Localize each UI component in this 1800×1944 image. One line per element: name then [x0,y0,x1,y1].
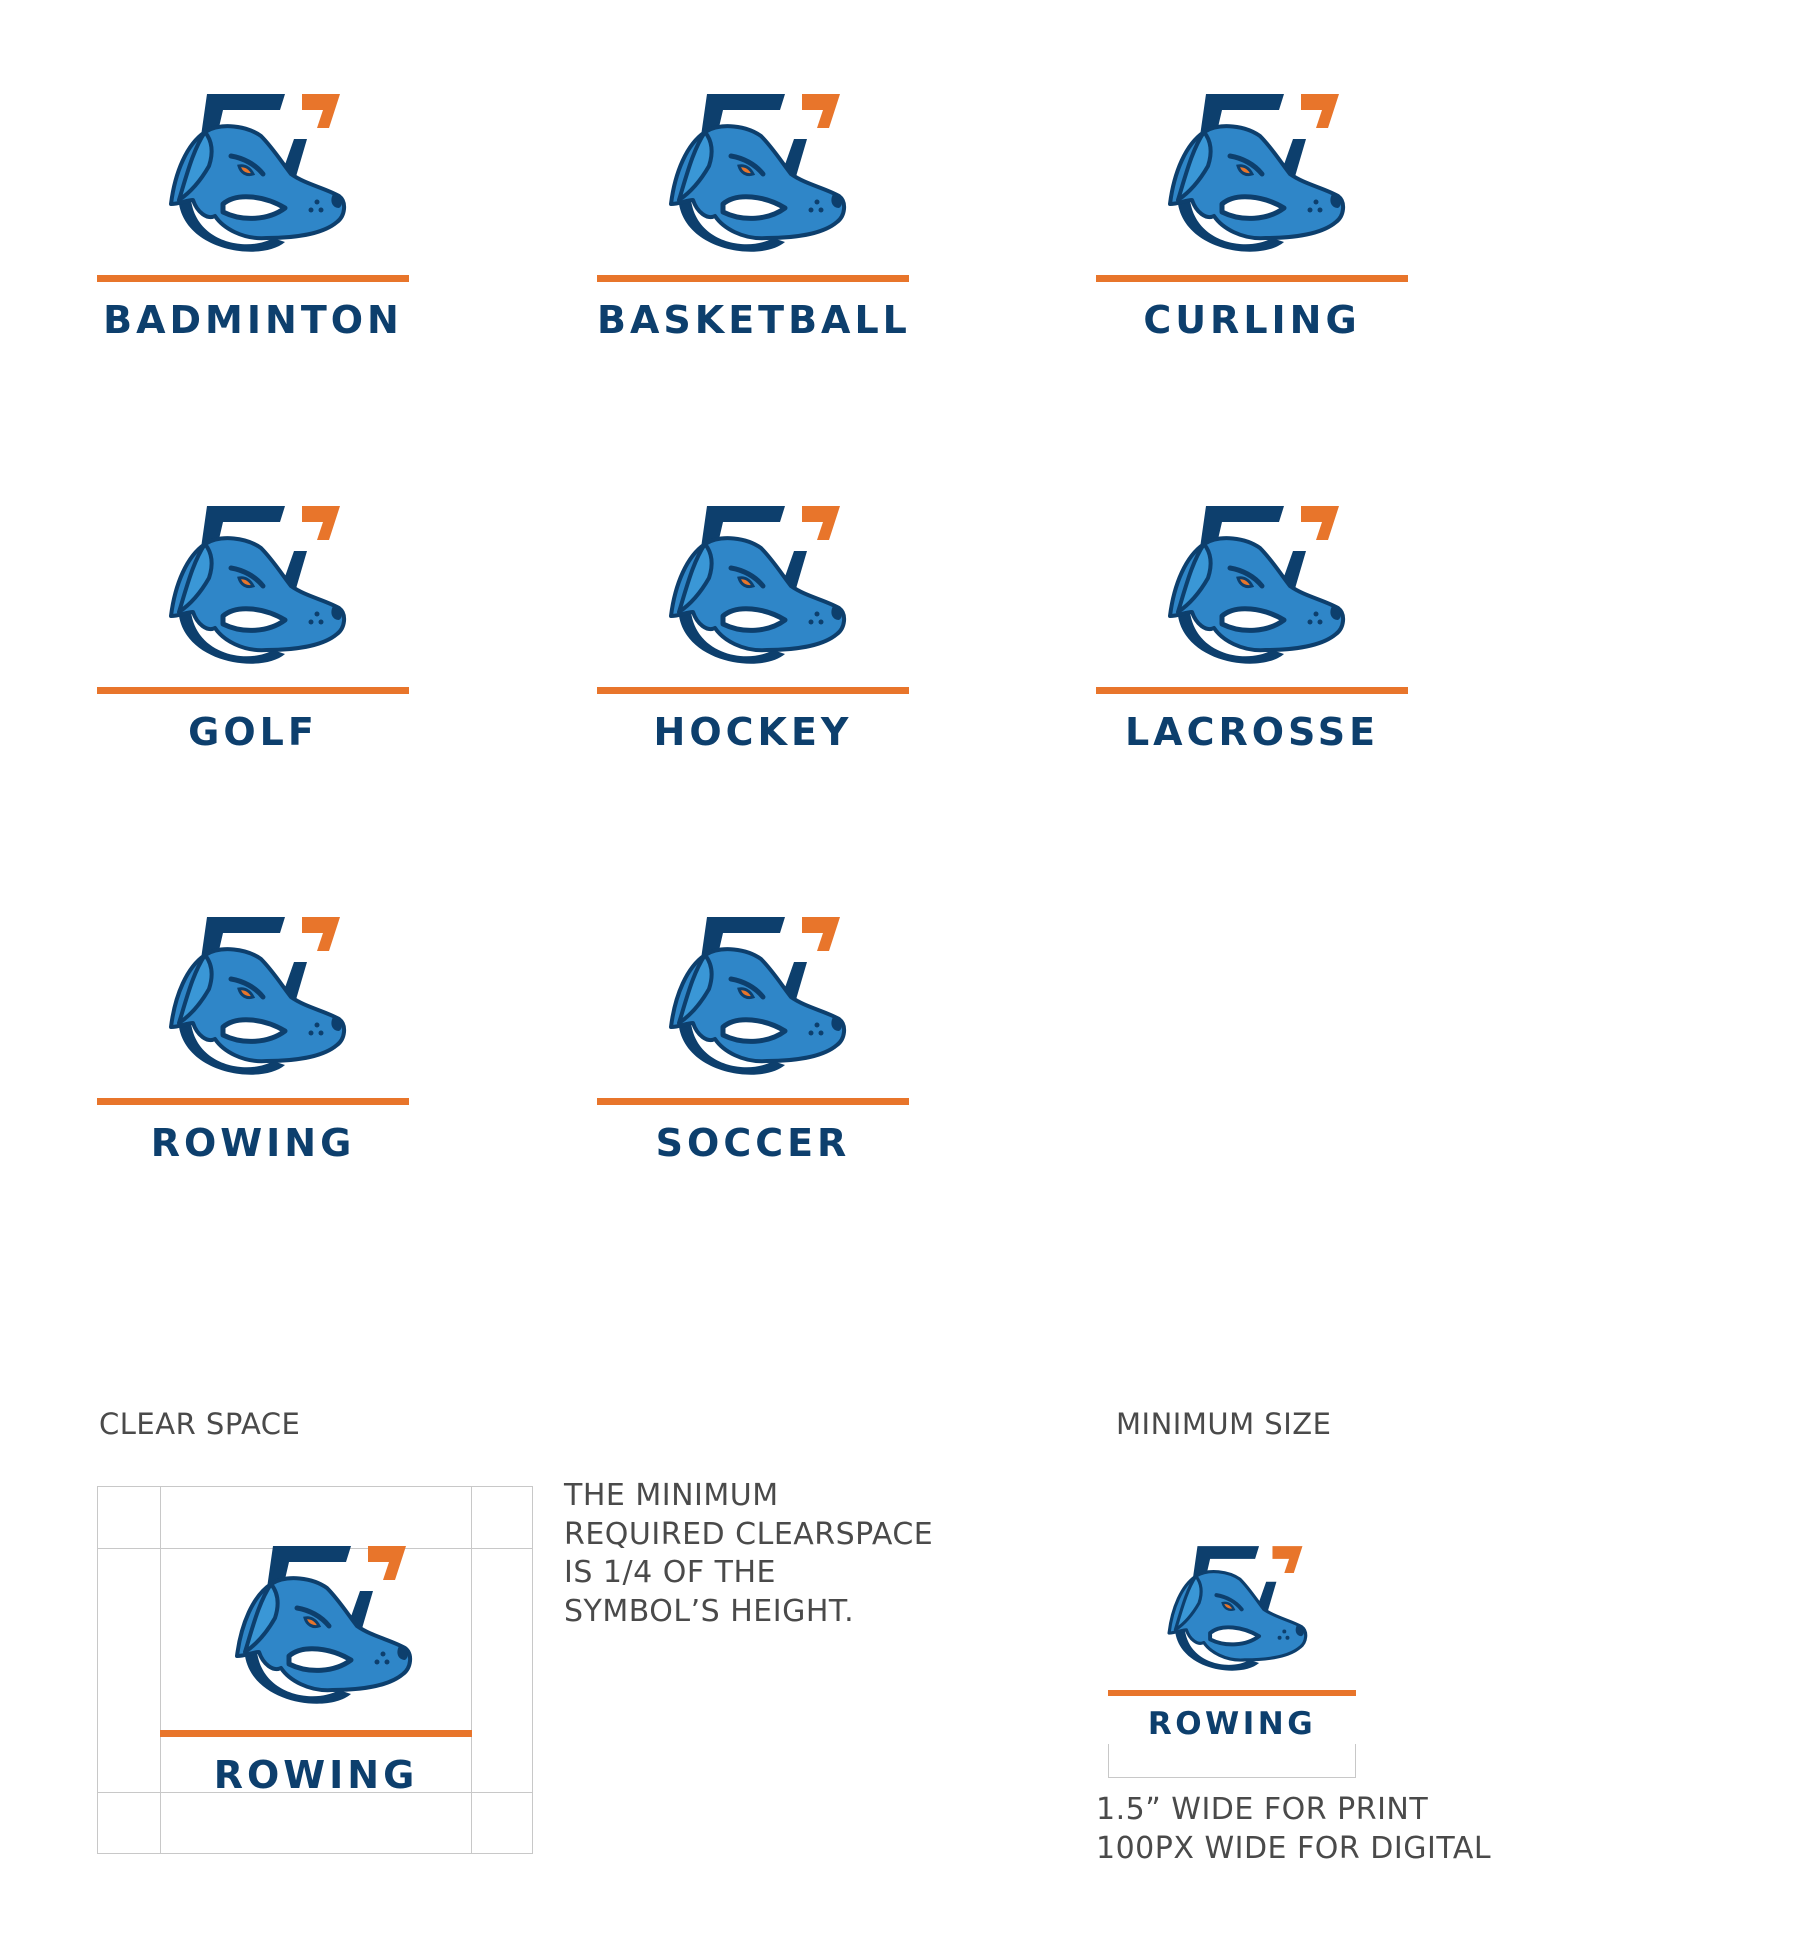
sport-badge-soccer [597,915,909,1175]
dog-head-logo-icon [222,1544,414,1716]
minimum-size-example-label: ROWING [1147,1706,1317,1742]
sport-badge-basketball [597,92,909,352]
sport-badge-badminton [97,92,409,352]
dog-head-logo-icon [157,92,347,264]
orange-rule [1108,1690,1356,1696]
clear-space-description [564,1477,933,1631]
sport-badge-hockey [597,504,909,764]
dog-head-logo-icon [1156,504,1346,676]
minimum-size-title: MINIMUM SIZE [1116,1407,1332,1441]
dog-head-logo-icon [157,915,347,1087]
description-line: SYMBOL’S HEIGHT. [564,1593,855,1629]
sport-badge-rowing [97,915,409,1175]
sport-label: CURLING [1143,298,1361,342]
clear-space-guide [471,1486,472,1854]
dog-head-logo-icon [157,504,347,676]
orange-rule [97,687,409,694]
orange-rule [97,275,409,282]
minimum-width-bracket [1108,1744,1356,1778]
dog-head-logo-icon [657,504,847,676]
print-size-note: 1.5” WIDE FOR PRINT [1096,1792,1429,1827]
digital-size-note: 100PX WIDE FOR DIGITAL [1096,1830,1492,1866]
orange-rule [1096,687,1408,694]
dog-head-logo-icon [657,92,847,264]
description-line: THE MINIMUM [564,1478,779,1513]
orange-rule [597,275,909,282]
orange-rule [597,1098,909,1105]
clear-space-example-label: ROWING [213,1753,419,1797]
sport-badge-curling [1096,92,1408,352]
orange-rule [160,1730,472,1737]
clear-space-title: CLEAR SPACE [99,1407,301,1441]
sport-label: BADMINTON [103,298,403,342]
dog-head-logo-icon [1156,92,1346,264]
orange-rule [1096,275,1408,282]
minimum-size-notes [1096,1791,1491,1868]
sport-label: HOCKEY [653,710,853,754]
orange-rule [97,1098,409,1105]
dog-head-logo-icon [657,915,847,1087]
sport-label: GOLF [188,710,318,754]
clear-space-guide [160,1486,161,1854]
orange-rule [597,687,909,694]
sport-label: BASKETBALL [597,298,911,342]
description-line: IS 1/4 OF THE [564,1555,776,1590]
dog-head-logo-icon [1158,1544,1308,1681]
sport-label: LACROSSE [1124,710,1380,754]
sport-badge-golf [97,504,409,764]
description-line: REQUIRED CLEARSPACE [564,1516,934,1552]
sport-label: SOCCER [655,1121,851,1165]
sport-badge-lacrosse [1096,504,1408,764]
sport-label: ROWING [150,1121,356,1165]
